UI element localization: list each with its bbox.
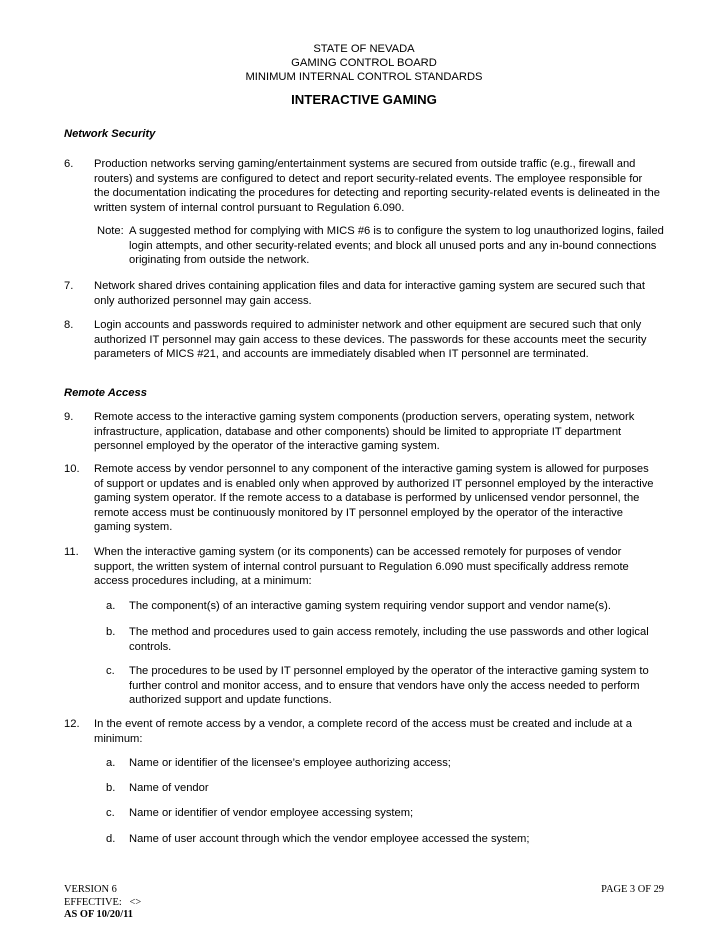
sub-letter: c. bbox=[106, 665, 115, 677]
item-text: In the event of remote access by a vendor, a complete record of the access must be created and include at a minimum: bbox=[94, 718, 632, 745]
sub-text: Name or identifier of vendor employee accessing system; bbox=[129, 807, 414, 819]
footer-left bbox=[64, 884, 141, 922]
item-11c bbox=[106, 664, 666, 708]
item-12 bbox=[64, 717, 660, 746]
item-10 bbox=[64, 462, 660, 535]
item-11b bbox=[106, 625, 666, 654]
page-title: INTERACTIVE GAMING bbox=[291, 92, 437, 107]
item-text: Network shared drives containing application files and data for interactive gaming system are secured such that only authorized personnel may gain access. bbox=[94, 280, 645, 307]
sub-letter: b. bbox=[106, 782, 116, 794]
item-number: 10. bbox=[64, 463, 80, 475]
item-number: 6. bbox=[64, 158, 74, 170]
item-8 bbox=[64, 318, 660, 362]
footer-page-number: PAGE 3 OF 29 bbox=[601, 884, 664, 895]
item-11 bbox=[64, 545, 660, 589]
item-12d bbox=[106, 832, 666, 847]
item-number: 7. bbox=[64, 280, 74, 292]
item-7 bbox=[64, 279, 660, 308]
header-standards: MINIMUM INTERNAL CONTROL STANDARDS bbox=[245, 71, 483, 83]
item-text: Remote access by vendor personnel to any component of the interactive gaming system is allowed for purposes of support or updates and is enabled only when approved by authorized IT personnel employed by the interactive gaming system operator. If the remote access to a database is performed by unlicensed vendor personnel, the remote access must be continuously monitored by IT personnel employed by the operator of the interactive gaming system. bbox=[94, 463, 654, 533]
sub-text: The method and procedures used to gain access remotely, including the use passwords and other logical controls. bbox=[129, 626, 649, 653]
item-number: 8. bbox=[64, 319, 74, 331]
footer-version: VERSION 6 bbox=[64, 884, 117, 895]
item-12c bbox=[106, 806, 666, 821]
section-network-security: Network Security bbox=[64, 128, 156, 140]
header-state: STATE OF NEVADA bbox=[313, 43, 415, 55]
sub-letter: b. bbox=[106, 626, 116, 638]
sub-text: The component(s) of an interactive gaming system requiring vendor support and vendor name(s). bbox=[129, 600, 611, 612]
header-board: GAMING CONTROL BOARD bbox=[291, 57, 437, 69]
item-text: Production networks serving gaming/entertainment systems are secured from outside traffic (e.g., firewall and routers) and systems are configured to detect and report security-related events. The employee responsible for the documentation indicating the procedures for detecting and reporting security-related events is delineated in the written system of internal control pursuant to Regulation 6.090. bbox=[94, 158, 660, 214]
item-11a bbox=[106, 599, 666, 614]
item-number: 9. bbox=[64, 411, 74, 423]
note-text: A suggested method for complying with MICS #6 is to configure the system to log unauthorized logins, failed login attempts, and other security-related events; and block all unused ports and any in-bound connections originating from outside the network. bbox=[129, 225, 664, 266]
sub-letter: c. bbox=[106, 807, 115, 819]
item-text: When the interactive gaming system (or its components) can be accessed remotely for purposes of vendor support, the written system of internal control pursuant to Regulation 6.090 must specifically address remote access procedures including, at a minimum: bbox=[94, 546, 629, 587]
footer-effective: EFFECTIVE: <> bbox=[64, 896, 142, 908]
item-12b bbox=[106, 781, 666, 796]
item-text: Remote access to the interactive gaming system components (production servers, operating system, network infrastructure, application, database and other components) should be limited to appropriate IT department personnel employed by the operator of the interactive gaming system. bbox=[94, 411, 635, 452]
item-number: 12. bbox=[64, 718, 80, 730]
sub-text: Name or identifier of the licensee’s employee authorizing access; bbox=[129, 757, 451, 769]
sub-letter: a. bbox=[106, 757, 116, 769]
sub-text: Name of vendor bbox=[129, 782, 209, 794]
note-6 bbox=[97, 224, 667, 268]
item-6 bbox=[64, 157, 660, 215]
item-12a bbox=[106, 756, 666, 771]
note-label: Note: bbox=[97, 225, 124, 237]
section-remote-access: Remote Access bbox=[64, 387, 147, 399]
sub-text: Name of user account through which the vendor employee accessed the system; bbox=[129, 833, 530, 845]
sub-letter: d. bbox=[106, 833, 116, 845]
sub-text: The procedures to be used by IT personnel employed by the operator of the interactive gaming system to further control and monitor access, and to ensure that vendors have only the access needed to perform authorized support and update functions. bbox=[129, 665, 649, 706]
item-text: Login accounts and passwords required to administer network and other equipment are secured such that only authorized IT personnel may gain access to these devices. The passwords for these accounts meet the security parameters of MICS #21, and accounts are immediately disabled when IT personnel are terminated. bbox=[94, 319, 647, 360]
item-number: 11. bbox=[64, 546, 79, 558]
item-9 bbox=[64, 410, 660, 454]
sub-letter: a. bbox=[106, 600, 116, 612]
footer-as-of: AS OF 10/20/11 bbox=[64, 909, 133, 920]
